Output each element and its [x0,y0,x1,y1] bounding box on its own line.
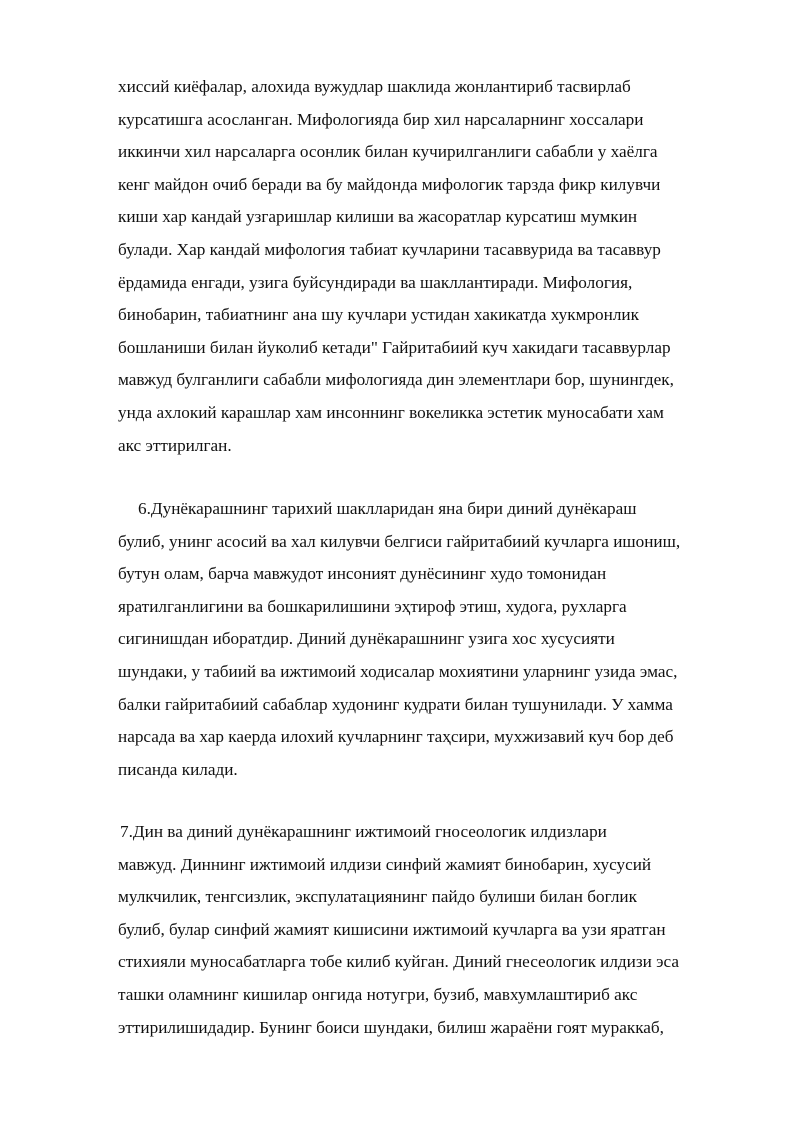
paragraph-mythology [118,71,718,462]
text-line: бинобарин, табиатнинг ана шу кучлари устидан хакикатда хукмронлик [118,305,639,325]
paragraph-religious-worldview [118,493,718,786]
text-line: ташки оламнинг кишилар онгида нотугри, бузиб, мавхумлаштириб акс [118,984,638,1004]
text-line: яратилганлигини ва бошкарилишини эҳтироф этиш, худога, рухларга [118,596,627,616]
paragraph-religion-roots [118,816,718,1044]
text-line: нарсада ва хар каерда илохий кучларнинг таҳсири, мухжизавий куч бор деб [118,727,674,747]
text-line: булиб, унинг асосий ва хал килувчи белгиси гайритабиий кучларга ишониш, [118,531,681,551]
text-line: эттирилишидадир. Бунинг боиси шундаки, билиш жараёни гоят мураккаб, [118,1017,664,1037]
text-line: балки гайритабиий сабаблар худонинг кудрати билан тушунилади. У хамма [118,694,673,714]
text-line: шундаки, у табиий ва ижтимоий ходисалар мохиятини уларнинг узида эмас, [118,661,678,681]
text-line: курсатишга асосланган. Мифологияда бир хил нарсаларнинг хоссалари [118,109,644,129]
text-line: иккинчи хил нарсаларга осонлик билан кучирилганлиги сабабли у хаёлга [118,142,658,162]
text-line: бошланиши билан йуколиб кетади" Гайритабиий куч хакидаги тасаввурлар [118,337,671,357]
text-line: унда ахлокий карашлар хам инсоннинг вокеликка эстетик муносабати хам [118,402,664,422]
text-line: мавжуд булганлиги сабабли мифологияда дин элементлари бор, шунингдек, [118,370,674,390]
text-line: акс эттирилган. [118,435,232,455]
text-line: бутун олам, барча мавжудот инсоният дунёсининг худо томонидан [118,564,607,584]
text-line: хиссий киёфалар, алохида вужудлар шаклида жонлантириб тасвирлаб [118,77,631,96]
text-line: писанда килади. [118,759,238,779]
text-line-first: 7.Дин ва диний дунёкарашнинг ижтимоий гносеологик илдизлари [120,822,607,841]
text-line-first: 6.Дунёкарашнинг тарихий шаклларидан яна бири диний дунёкараш [138,499,637,518]
text-line: мавжуд. Диннинг ижтимоий илдизи синфий жамият бинобарин, хусусий [118,854,652,874]
text-line: стихияли муносабатларга тобе килиб куйган. Диний гнесеологик илдизи эса [118,952,679,972]
text-line: булади. Хар кандай мифология табиат кучларини тасаввурида ва тасаввур [118,239,661,259]
text-line: булиб, булар синфий жамият кишисини ижтимоий кучларга ва узи яратган [118,919,666,939]
text-line: сигинишдан иборатдир. Диний дунёкарашнинг узига хос хусусияти [118,629,615,649]
text-line: ёрдамида енгади, узига буйсундиради ва шакллантиради. Мифология, [118,272,633,292]
text-line: киши хар кандай узгаришлар килиши ва жасоратлар курсатиш мумкин [118,207,638,227]
text-line: кенг майдон очиб беради ва бу майдонда мифологик тарзда фикр килувчи [118,174,661,194]
text-line: мулкчилик, тенгсизлик, экспулатациянинг пайдо булиши билан боглик [118,887,637,907]
